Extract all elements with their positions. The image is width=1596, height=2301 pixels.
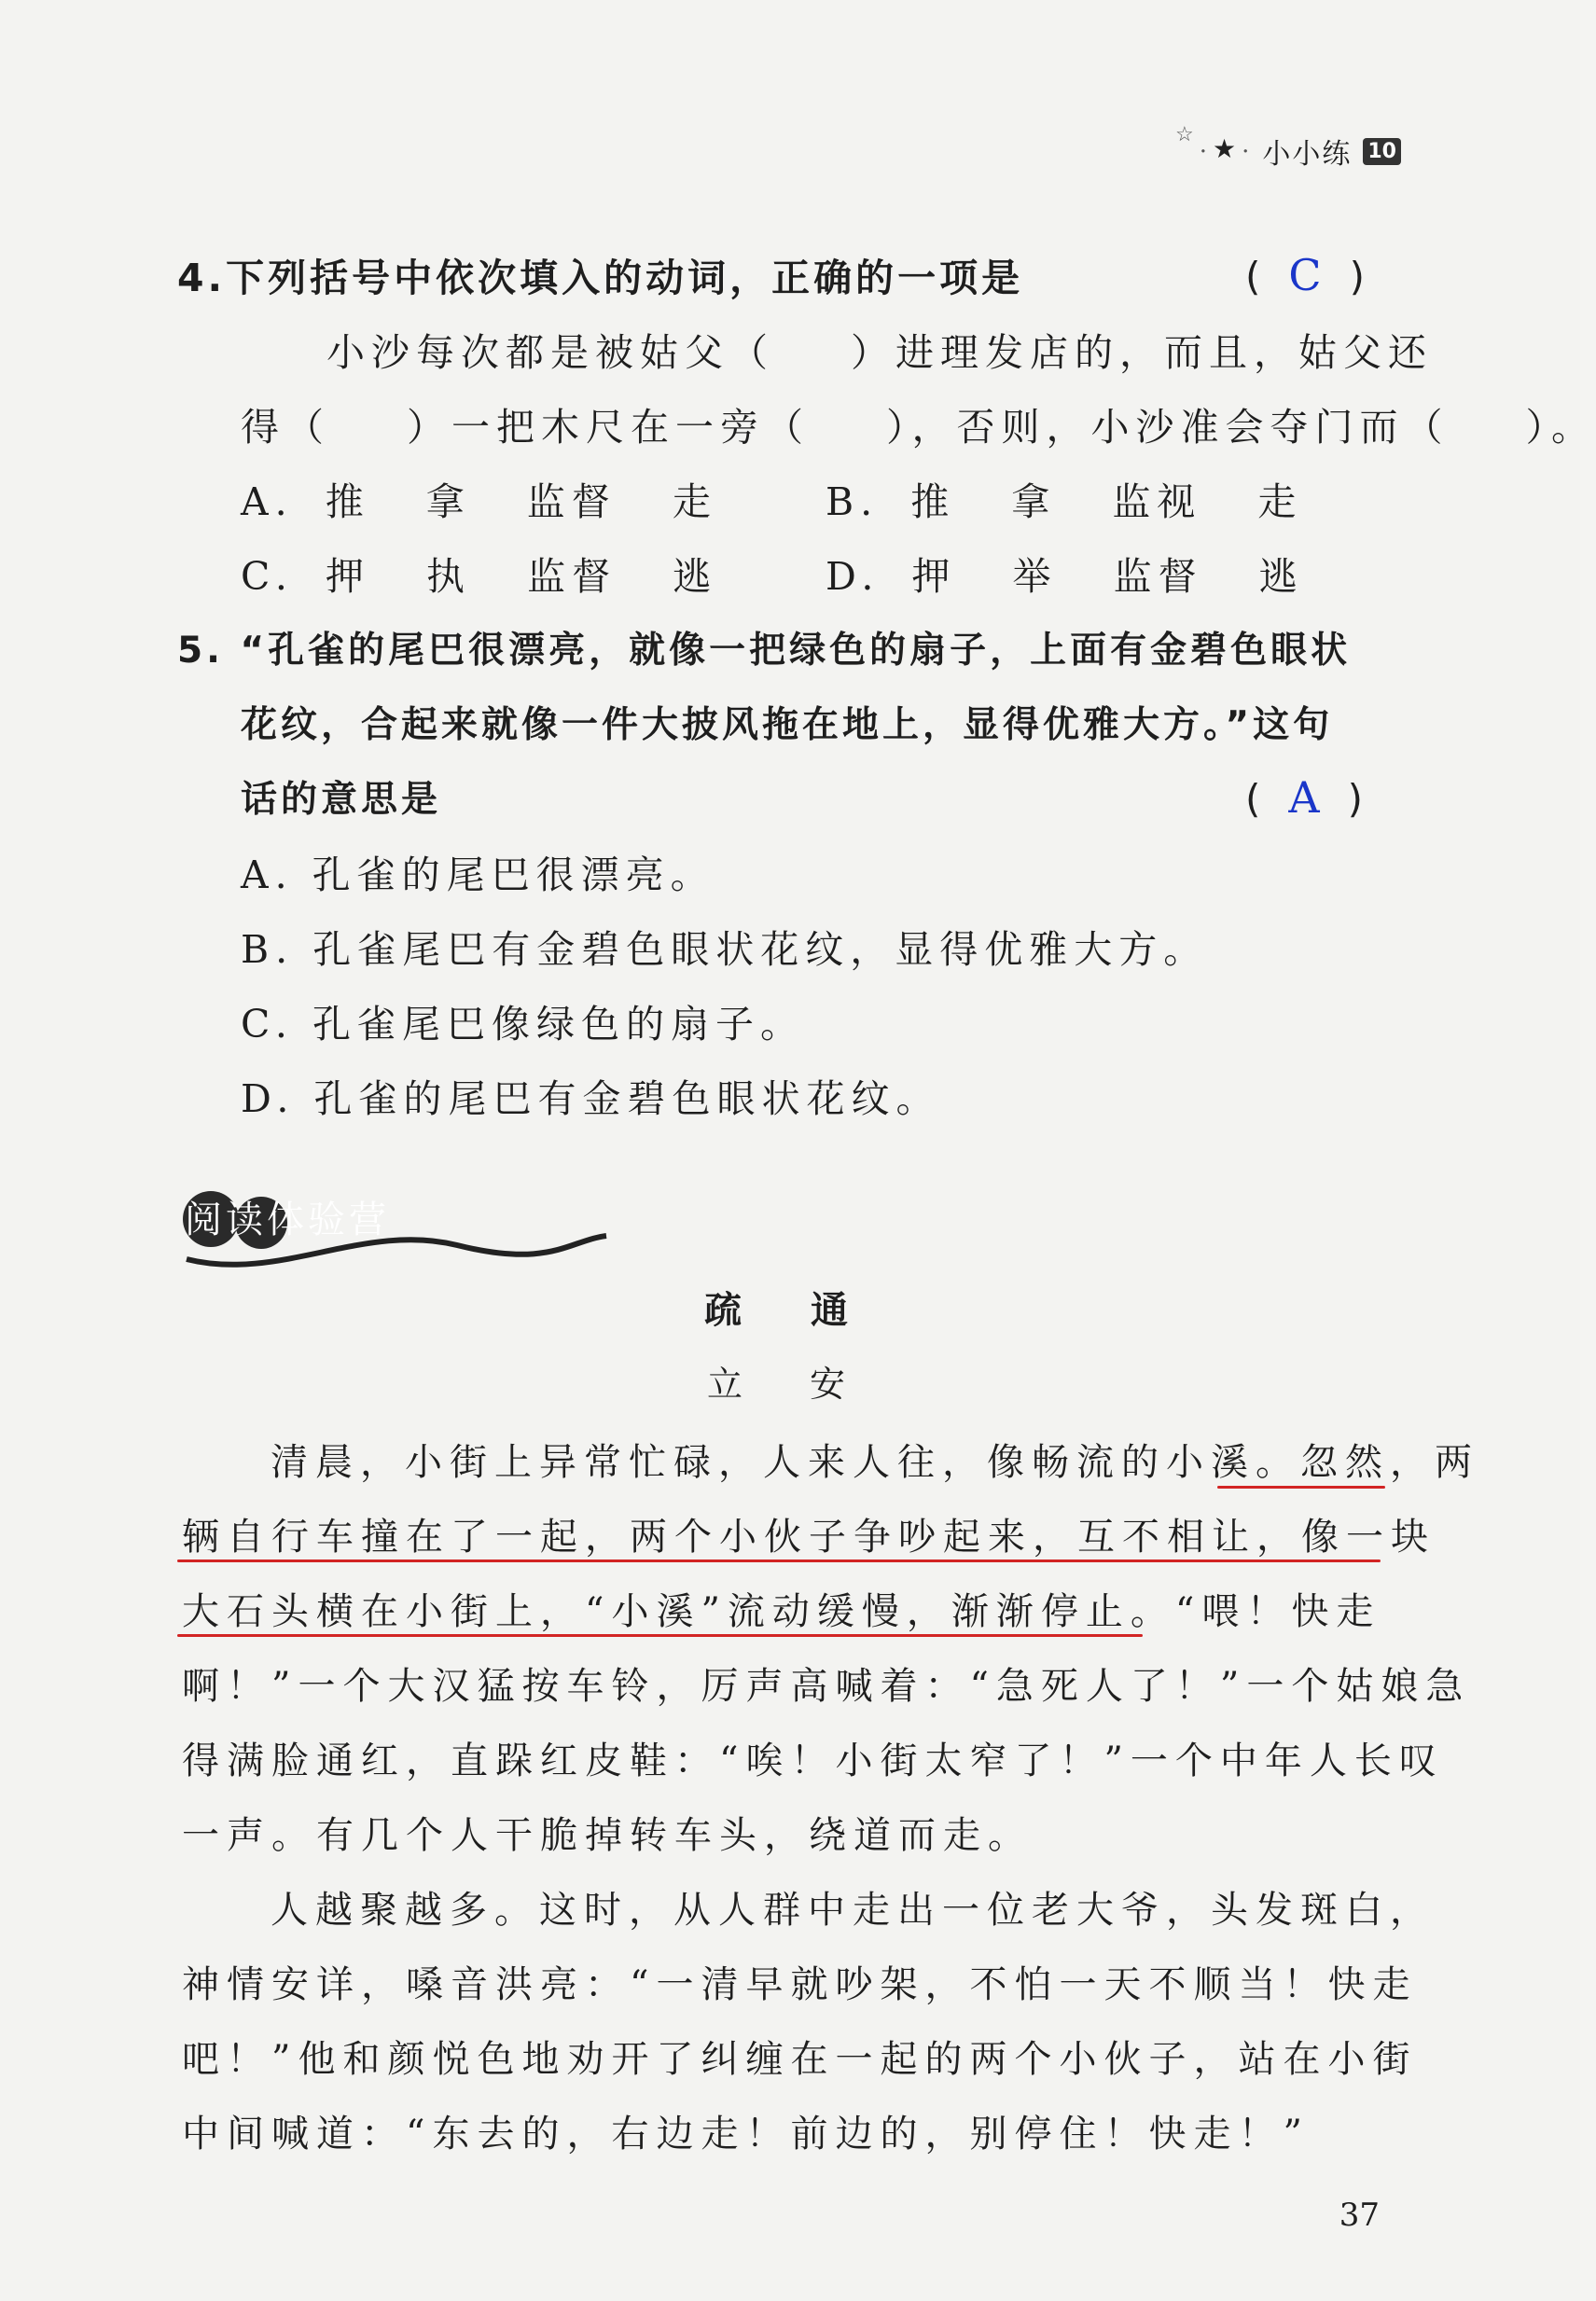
q5-option-b: B. 孔雀尾巴有金碧色眼状花纹，显得优雅大方。 (241, 927, 1209, 972)
option-word: 押 (911, 554, 957, 599)
article-line: 得满脸通红，直跺红皮鞋：“唉！小街太窄了！”一个中年人长叹 (182, 1740, 1444, 1782)
q5-option-c: C. 孔雀尾巴像绿色的扇子。 (241, 1002, 805, 1047)
banner-text: 阅读体验营 (185, 1199, 390, 1241)
red-underline (177, 1634, 1143, 1637)
article-title: 疏 通 (704, 1289, 876, 1332)
q5-answer-box: ( A ) (1245, 772, 1364, 823)
article-line: 清晨，小街上异常忙碌，人来人往，像畅流的小溪。忽然，两 (271, 1441, 1479, 1484)
article-author: 立 安 (706, 1364, 874, 1405)
q5-option-a: A. 孔雀的尾巴很漂亮。 (241, 852, 715, 897)
q5-option-d: D. 孔雀的尾巴有金碧色眼状花纹。 (241, 1076, 941, 1121)
red-underline (177, 1559, 1381, 1562)
q4-sentence-part: ）一把木尺在一旁（ (407, 405, 810, 450)
q4-sentence-part: ），否则，小沙准会夺门而（ (886, 405, 1450, 450)
q4-option-b (826, 479, 1339, 524)
option-word: 监督 (1113, 554, 1203, 599)
q4-sentence-line1 (326, 330, 1433, 375)
article-line: 吧！”他和颜悦色地劝开了纠缠在一起的两个小伙子，站在小街 (182, 2038, 1418, 2081)
q4-sentence-line2 (241, 405, 1596, 450)
q4-option-c (241, 554, 755, 599)
q5-stem-line2: 花纹，合起来就像一件大披风拖在地上，显得优雅大方。”这句 (241, 704, 1334, 746)
reading-section-banner (177, 1171, 616, 1282)
star-decoration-icon: ☆·★· (1175, 123, 1256, 166)
article-line: 啊！”一个大汉猛按车铃，厉声高喊着：“急死人了！”一个姑娘急 (182, 1665, 1471, 1708)
option-word: 逃 (1258, 554, 1304, 599)
option-label: D. (826, 554, 881, 599)
red-underline (1217, 1486, 1385, 1489)
q4-sentence-part: ）。 (1525, 405, 1596, 450)
article-line: 人越聚越多。这时，从人群中走出一位老大爷，头发斑白， (271, 1889, 1435, 1932)
article-line: 中间喊道：“东去的，右边走！前边的，别停住！快走！” (182, 2113, 1310, 2155)
q5-stem: “孔雀的尾巴很漂亮，就像一把绿色的扇子，上面有金碧色眼状 (240, 630, 1352, 672)
q5-number: 5. (177, 630, 224, 672)
q4-option-a (241, 479, 755, 524)
option-word: 监视 (1112, 479, 1202, 524)
option-word: 监督 (527, 554, 618, 599)
q4-answer-box: ( C ) (1245, 250, 1365, 300)
q4-sentence-part: 小沙每次都是被姑父（ (326, 330, 774, 375)
article-line: 辆自行车撞在了一起，两个小伙子争吵起来，互不相让，像一块 (182, 1516, 1436, 1559)
lesson-label: 小小练 (1262, 138, 1353, 171)
article-line: 大石头横在小街上，“小溪”流动缓慢，渐渐停止。“喂！快走 (182, 1590, 1381, 1633)
option-word: 举 (1012, 554, 1058, 599)
option-word: 推 (325, 479, 370, 524)
q5-stem-line1 (177, 630, 1352, 672)
q4-sentence-part: 得（ (241, 405, 330, 450)
option-label: A. (241, 479, 294, 524)
article-line: 一声。有几个人干脆掉转车头，绕道而走。 (182, 1814, 1033, 1857)
option-word: 推 (910, 479, 956, 524)
option-label: B. (826, 479, 880, 524)
option-word: 监督 (526, 479, 617, 524)
lesson-tag (1175, 123, 1401, 172)
option-word: 押 (326, 554, 370, 599)
q5-answer: A (1288, 772, 1320, 823)
page-number: 37 (1339, 2197, 1380, 2234)
q4-stem: 下列括号中依次填入的动词，正确的一项是 (226, 256, 1024, 300)
option-word: 走 (1257, 479, 1303, 524)
option-word: 拿 (425, 479, 471, 524)
q4-option-d (826, 554, 1341, 599)
article-line: 神情安详，嗓音洪亮：“一清早就吵架，不怕一天不顺当！快走 (182, 1963, 1418, 2006)
q4-stem-line (177, 256, 1024, 300)
q4-answer: C (1288, 250, 1322, 300)
q4-number: 4. (177, 256, 227, 300)
q5-stem-line3: 话的意思是 (241, 779, 442, 821)
option-word: 走 (672, 479, 717, 524)
option-word: 拿 (1011, 479, 1057, 524)
lesson-number: 10 (1363, 138, 1401, 165)
q4-sentence-part: ）进理发店的，而且，姑父还 (851, 330, 1433, 375)
option-word: 逃 (673, 554, 718, 599)
option-label: C. (241, 554, 294, 599)
option-word: 执 (426, 554, 472, 599)
